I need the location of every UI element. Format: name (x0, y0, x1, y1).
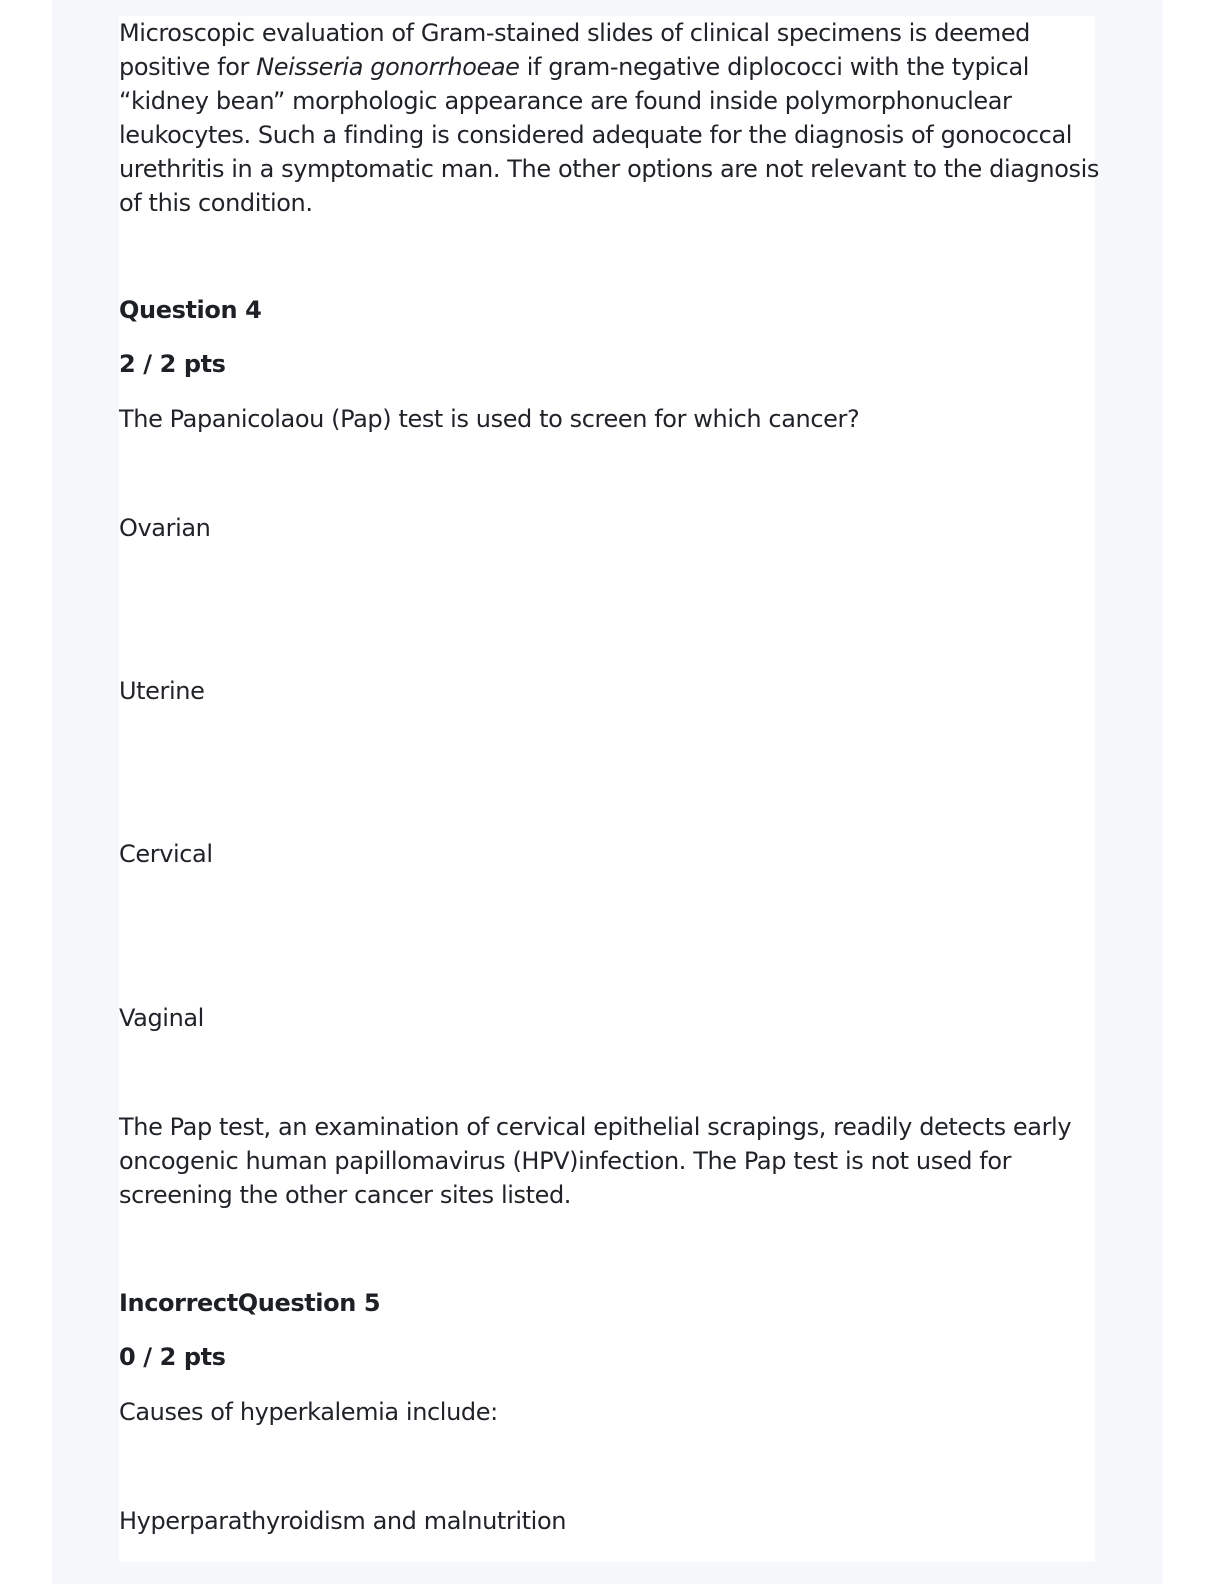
question-4-explanation: The Pap test, an examination of cervical epithelial scrapings, readily detects early oncogenic human papillomavirus (HPV)infection. The Pap test is not used for screening the other cancer sites listed. (119, 1113, 1072, 1209)
answer-option-cervical[interactable]: Cervical (119, 840, 213, 868)
answer-option-hyperparathyroidism[interactable]: Hyperparathyroidism and malnutrition (119, 1507, 567, 1535)
previous-answer-explanation (119, 16, 1099, 220)
answer-option-ovarian[interactable]: Ovarian (119, 514, 211, 542)
answer-option-uterine[interactable]: Uterine (119, 677, 205, 705)
question-4-prompt: The Papanicolaou (Pap) test is used to screen for which cancer? (119, 405, 860, 433)
organism-name: Neisseria gonorrhoeae (256, 53, 520, 81)
question-4-points: 2 / 2 pts (119, 350, 226, 378)
answer-option-vaginal[interactable]: Vaginal (119, 1004, 204, 1032)
question-5-prompt: Causes of hyperkalemia include: (119, 1398, 498, 1426)
question-5-points: 0 / 2 pts (119, 1343, 226, 1371)
question-5-title: IncorrectQuestion 5 (119, 1289, 381, 1317)
question-4-title: Question 4 (119, 296, 262, 324)
explanation-text: Microscopic evaluation of Gram-stained slides of clinical specimens is deemed positive for (119, 19, 1031, 81)
quiz-content (119, 16, 1099, 1562)
explanation-text-continued: if gram-negative diplococci with the typical “kidney bean” morphologic appearance are found inside polymorphonuclear leukocytes. Such a finding is considered adequate for the diagnosis of gonococcal urethritis in a symptomatic man. The other options are not relevant to the diagnosis of this condition. (119, 53, 1099, 217)
